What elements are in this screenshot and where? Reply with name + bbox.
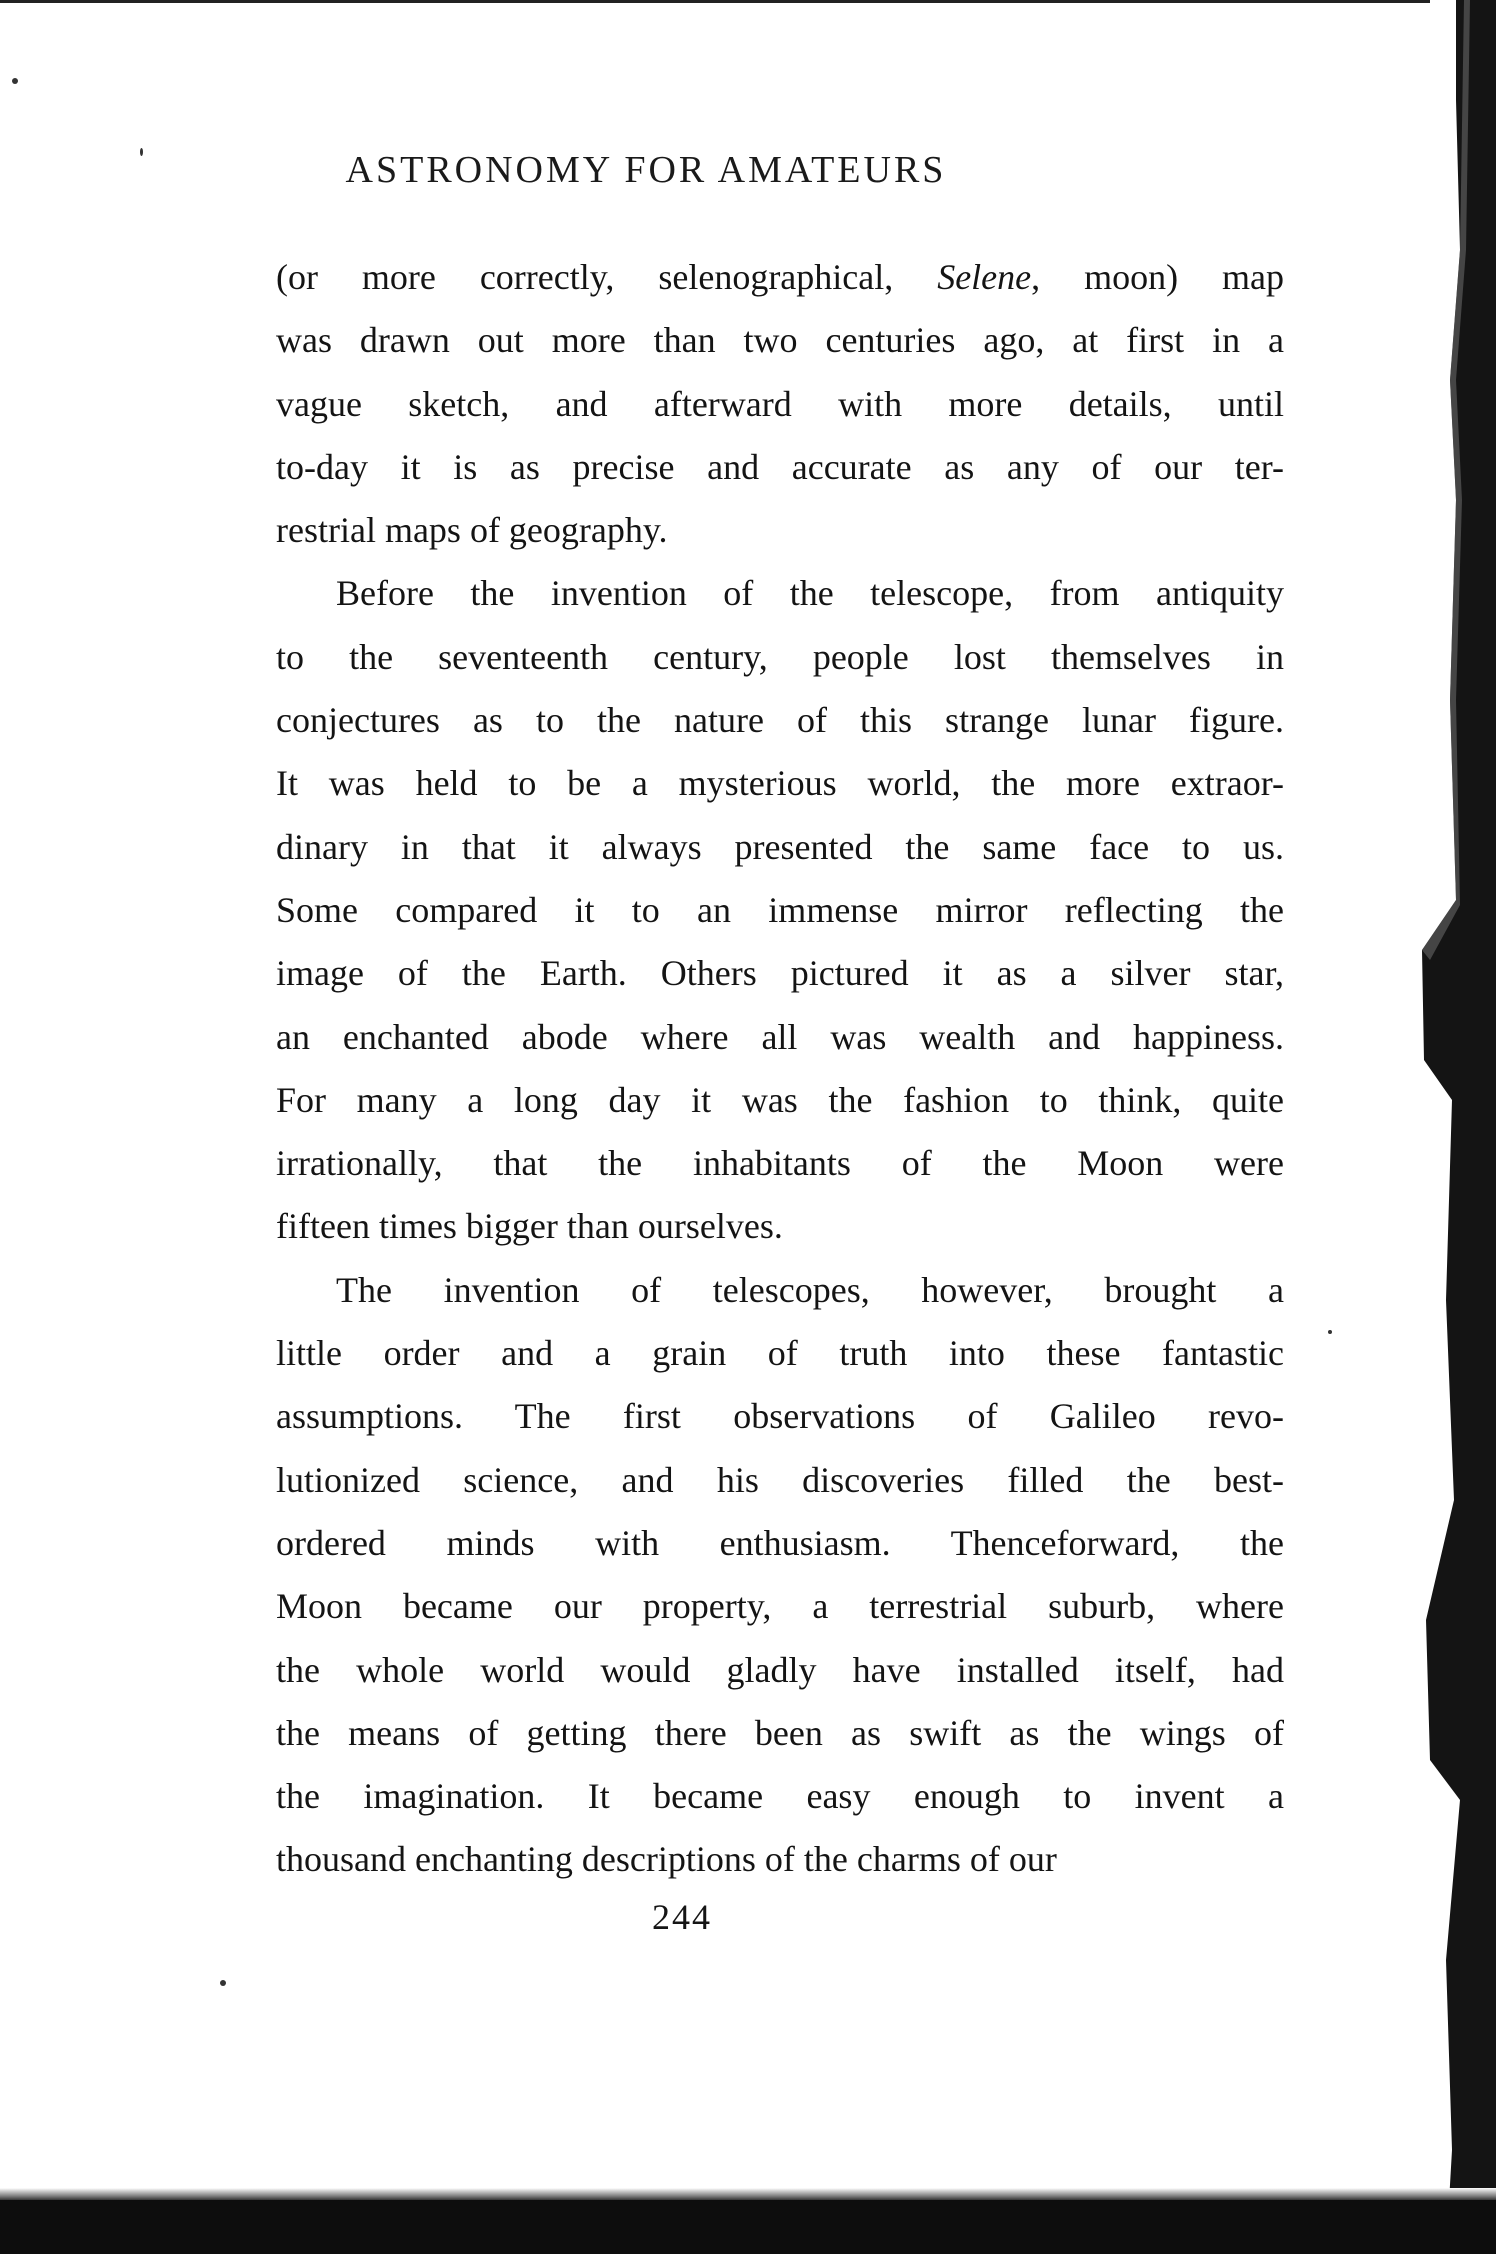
text-line	[276, 246, 1284, 309]
text-segment: (or more correctly, selenographical,	[276, 257, 938, 297]
text-line: to the seventeenth century, people lost themselves in	[276, 636, 1284, 677]
top-rule	[0, 0, 1430, 3]
text-line: Before the invention of the telescope, from antiquity	[336, 573, 1284, 614]
text-line: conjectures as to the nature of this strange lunar figure.	[276, 700, 1284, 741]
text-segment: was drawn out more than two centuries ago, at first in a	[276, 320, 1284, 361]
text-line: image of the Earth. Others pictured it as a silver star,	[276, 953, 1284, 994]
text-line: irrationally, that the inhabitants of the Moon were	[276, 1143, 1284, 1184]
paragraph-3	[276, 1259, 1284, 1892]
text-line	[276, 373, 1284, 436]
text-line: the whole world would gladly have installed itself, had	[276, 1649, 1284, 1690]
ink-speck	[220, 1980, 226, 1986]
text-line	[276, 436, 1284, 499]
text-segment: restrial maps of geography.	[276, 510, 668, 551]
text-line	[276, 499, 1284, 562]
text-line: Some compared it to an immense mirror reflecting the	[276, 889, 1284, 930]
ink-speck	[12, 78, 18, 84]
text-line: lutionized science, and his discoveries filled the best-	[276, 1459, 1284, 1500]
text-line: fifteen times bigger than ourselves.	[276, 1206, 783, 1247]
text-line: little order and a grain of truth into these fantastic	[276, 1333, 1284, 1374]
text-line: ordered minds with enthusiasm. Thenceforward, the	[276, 1522, 1284, 1563]
text-segment: vague sketch, and afterward with more details, until	[276, 383, 1284, 424]
text-line: assumptions. The first observations of Galileo revo-	[276, 1396, 1284, 1437]
text-line: It was held to be a mysterious world, the more extraor-	[276, 763, 1284, 804]
text-line: For many a long day it was the fashion to think, quite	[276, 1079, 1284, 1120]
text-line: the means of getting there been as swift as the wings of	[276, 1712, 1284, 1753]
text-line: The invention of telescopes, however, brought a	[336, 1269, 1284, 1310]
text-line: the imagination. It became easy enough to invent a	[276, 1776, 1284, 1817]
text-segment: to-day it is as precise and accurate as any of our ter-	[276, 446, 1284, 487]
body-text	[276, 246, 1284, 1892]
italic-word: Selene	[937, 257, 1032, 297]
text-line: an enchanted abode where all was wealth and happiness.	[276, 1016, 1284, 1057]
text-line: thousand enchanting descriptions of the charms of our	[276, 1839, 1057, 1880]
text-line: Moon became our property, a terrestrial suburb, where	[276, 1586, 1284, 1627]
ink-speck	[140, 148, 143, 156]
running-head: ASTRONOMY FOR AMATEURS	[345, 149, 947, 191]
binding-edge	[1416, 0, 1496, 2254]
text-line	[276, 309, 1284, 372]
page-number: 244	[652, 1897, 712, 1937]
text-line: dinary in that it always presented the same face to us.	[276, 826, 1284, 867]
ink-speck	[1328, 1330, 1332, 1334]
text-segment: , moon) map	[1031, 257, 1284, 297]
bottom-band	[0, 2200, 1496, 2254]
paragraph-1	[276, 246, 1284, 562]
paragraph-2	[276, 562, 1284, 1258]
